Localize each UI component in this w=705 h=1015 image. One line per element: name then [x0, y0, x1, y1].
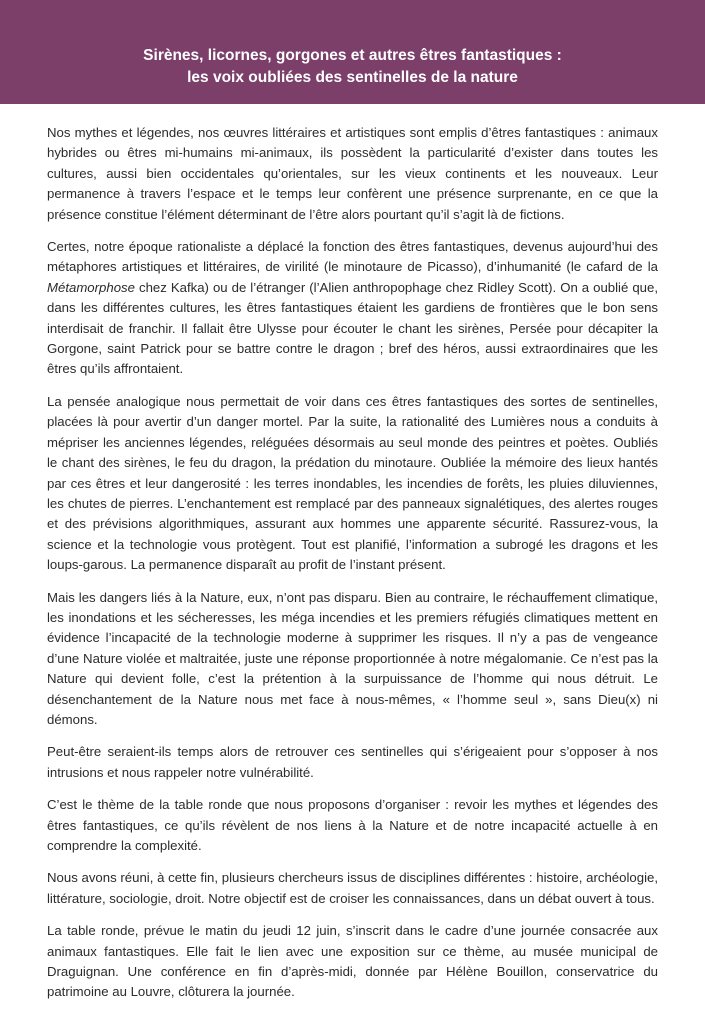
paragraph-7: Nous avons réuni, à cette fin, plusieurs chercheurs issus de disciplines différentes : histoire, archéologie, littérature, sociologie, droit. Notre objectif est de croiser les connaissances, dans un débat ouvert à tous.	[47, 870, 658, 906]
paragraph-2	[47, 237, 658, 380]
paragraph-8: La table ronde, prévue le matin du jeudi 12 juin, s’inscrit dans le cadre d’une journée consacrée aux animaux fantastiques. Elle fait le lien avec une exposition sur ce thème, au musée municipal de Draguignan. Une conférence en fin d’après-midi, donnée par Hélène Bouillon, conservatrice du patrimoine au Louvre, clôturera la journée.	[47, 923, 658, 1000]
paragraph-5: Peut-être seraient-ils temps alors de retrouver ces sentinelles qui s’érigeaient pour s’opposer à nos intrusions et nous rappeler notre vulnérabilité.	[47, 744, 658, 780]
paragraph-2-text-a: Certes, notre époque rationaliste a déplacé la fonction des êtres fantastiques, devenus aujourd’hui des métaphores artistiques et littéraires, de virilité (le minotaure de Picasso), d’inhumanité (le cafard de la	[47, 239, 658, 275]
paragraph-6: C’est le thème de la table ronde que nous proposons d’organiser : revoir les mythes et légendes des êtres fantastiques, ce qu’ils révèlent de nos liens à la Nature et de notre incapacité actuelle à en comprendre la complexité.	[47, 797, 658, 853]
paragraph-2-text-b: chez Kafka) ou de l’étranger (l’Alien anthropophage chez Ridley Scott). On a oublié que, dans les différentes cultures, les êtres fantastiques étaient les gardiens de frontières que le bon sens interdisait de franchir. Il fallait être Ulysse pour écouter le chant les sirènes, Persée pour décapiter la Gorgone, saint Patrick pour se battre contre le dragon ; bref des héros, aussi extraordinaires que les êtres qu’ils affrontaient.	[47, 279, 658, 377]
article-body	[47, 123, 658, 1015]
page-title-line-2: les voix oubliées des sentinelles de la nature	[187, 69, 518, 86]
title-banner	[0, 0, 705, 104]
paragraph-1: Nos mythes et légendes, nos œuvres littéraires et artistiques sont emplis d’êtres fantastiques : animaux hybrides ou êtres mi-humains mi-animaux, ils possèdent la particularité d’exister dans toutes les cultures, aussi bien occidentales qu’orientales, sur les vieux continents et les nouveaux. Leur permanence à travers l’espace et le temps leur confèrent une présence surprenante, en ce que la présence constitue l’élément déterminant de l’être alors pourtant qu’il s’agit là de fictions.	[47, 125, 658, 222]
paragraph-2-italic-title: Métamorphose	[47, 279, 135, 295]
paragraph-4: Mais les dangers liés à la Nature, eux, n’ont pas disparu. Bien au contraire, le réchauffement climatique, les inondations et les sécheresses, les méga incendies et les premiers réfugiés climatiques mettent en évidence l’incapacité de la technologie moderne à supprimer les risques. Il n’y a pas de vengeance d’une Nature violée et maltraitée, juste une réponse proportionnée à notre mégalomanie. Ce n’est pas la Nature qui devient folle, c’est la prétention à la surpuissance de l’homme qui nous détruit. Le désenchantement de la Nature nous met face à nous-mêmes, « l’homme seul », sans Dieu(x) ni démons.	[47, 589, 658, 727]
paragraph-3: La pensée analogique nous permettait de voir dans ces êtres fantastiques des sortes de sentinelles, placées là pour avertir d’un danger mortel. Par la suite, la rationalité des Lumières nous a conduits à mépriser les anciennes légendes, reléguées désormais au seul monde des peintres et poètes. Oubliés le chant des sirènes, le feu du dragon, la prédation du minotaure. Oubliée la mémoire des lieux hantés par ces êtres et leur dangerosité : les terres inondables, les incendies de forêts, les pluies diluviennes, les chutes de pierres. L’enchantement est remplacé par des panneaux signalétiques, des alertes rouges et des prévisions algorithmiques, assurant aux hommes une apparente sécurité. Rassurez-vous, la science et la technologie vous protègent. Tout est planifié, l’information a subrogé les dragons et les loups-garous. La permanence disparaît au profit de l’instant présent.	[47, 393, 658, 573]
page-title-line-1: Sirènes, licornes, gorgones et autres êtres fantastiques :	[143, 47, 562, 64]
